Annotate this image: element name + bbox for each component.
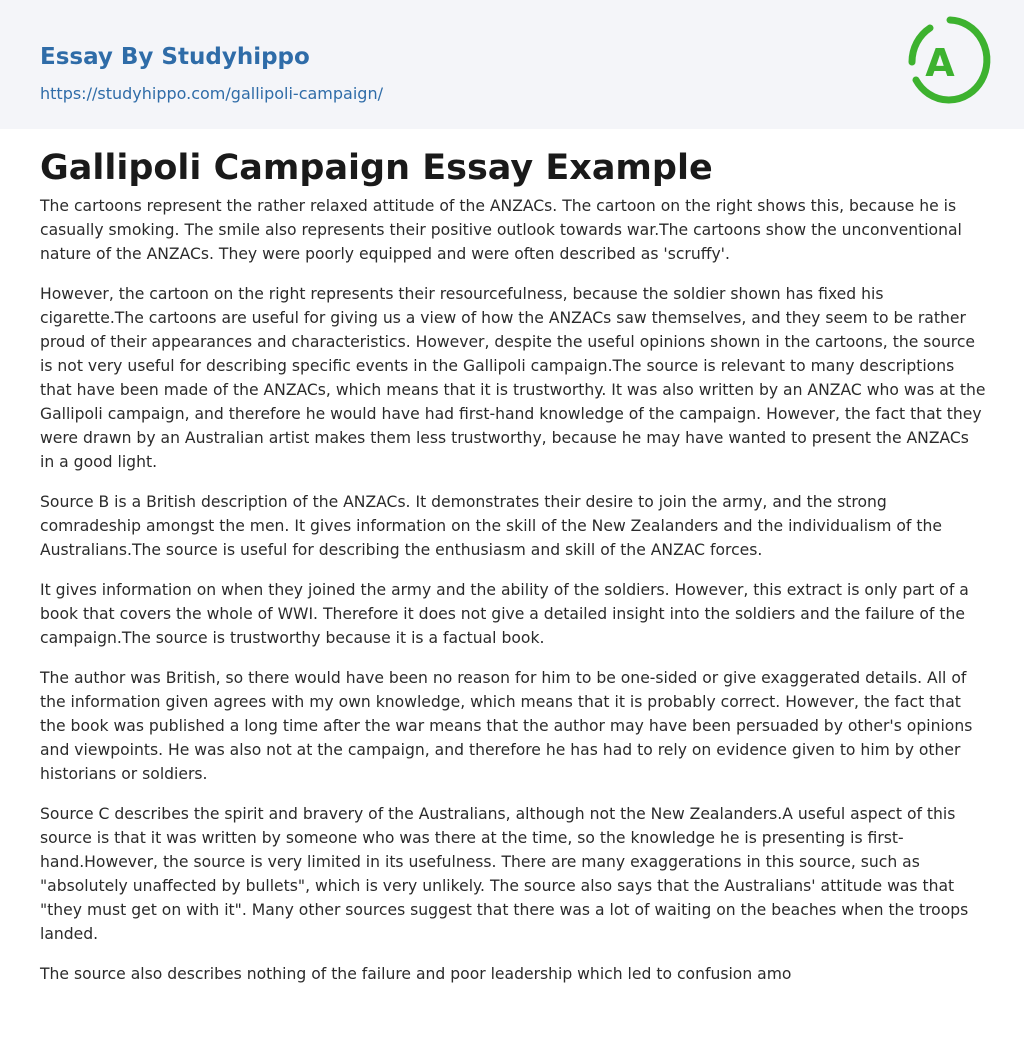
essay-paragraph: The source also describes nothing of the failure and poor leadership which led to confusion amo <box>40 965 792 983</box>
essay-paragraph: The cartoons represent the rather relaxed attitude of the ANZACs. The cartoon on the right shows this, because he is casually smoking. The smile also represents their positive outlook towards war.The cartoons show the unconventional nature of the ANZACs. They were poorly equipped and were often described as 'scruffy'. <box>40 197 962 263</box>
essay-title: Gallipoli Campaign Essay Example <box>40 148 713 188</box>
essay-paragraph: However, the cartoon on the right represents their resourcefulness, because the soldier shown has fixed his cigarette.The cartoons are useful for giving us a view of how the ANZACs saw themselves, and they seem to be rather proud of their appearances and characteristics. However, despite the useful opinions shown in the cartoons, the source is not very useful for describing specific events in the Gallipoli campaign.The source is relevant to many descriptions that have been made of the ANZACs, which means that it is trustworthy. It was also written by an ANZAC who was at the Gallipoli campaign, and therefore he would have had first-hand knowledge of the campaign. However, the fact that they were drawn by an Australian artist makes them less trustworthy, because he may have wanted to present the ANZACs in a good light. <box>40 285 986 471</box>
essay-paragraph: It gives information on when they joined the army and the ability of the soldiers. However, this extract is only part of a book that covers the whole of WWI. Therefore it does not give a detailed insight into the soldiers and the failure of the campaign.The source is trustworthy because it is a factual book. <box>40 581 969 647</box>
studyhippo-logo-icon[interactable] <box>908 16 992 108</box>
brand-title: Essay By Studyhippo <box>40 44 310 70</box>
logo-letter: A <box>925 41 955 85</box>
essay-paragraph: Source C describes the spirit and bravery of the Australians, although not the New Zealanders.A useful aspect of this source is that it was written by someone who was there at the time, so the knowledge he is presenting is first-hand.However, the source is very limited in its usefulness. There are many exaggerations in this source, such as "absolutely unaffected by bullets", which is very unlikely. The source also says that the Australians' attitude was that "they must get on with it". Many other sources suggest that there was a lot of waiting on the beaches when the troops landed. <box>40 805 969 943</box>
source-url-link[interactable]: https://studyhippo.com/gallipoli-campaign/ <box>40 84 383 103</box>
essay-body <box>40 194 988 1002</box>
essay-paragraph: The author was British, so there would have been no reason for him to be one-sided or give exaggerated details. All of the information given agrees with my own knowledge, which means that it is probably correct. However, the fact that the book was published a long time after the war means that the author may have been persuaded by other's opinions and viewpoints. He was also not at the campaign, and therefore he has had to rely on evidence given to him by other historians or soldiers. <box>40 669 973 783</box>
essay-paragraph: Source B is a British description of the ANZACs. It demonstrates their desire to join the army, and the strong comradeship amongst the men. It gives information on the skill of the New Zealanders and the individualism of the Australians.The source is useful for describing the enthusiasm and skill of the ANZAC forces. <box>40 493 942 559</box>
